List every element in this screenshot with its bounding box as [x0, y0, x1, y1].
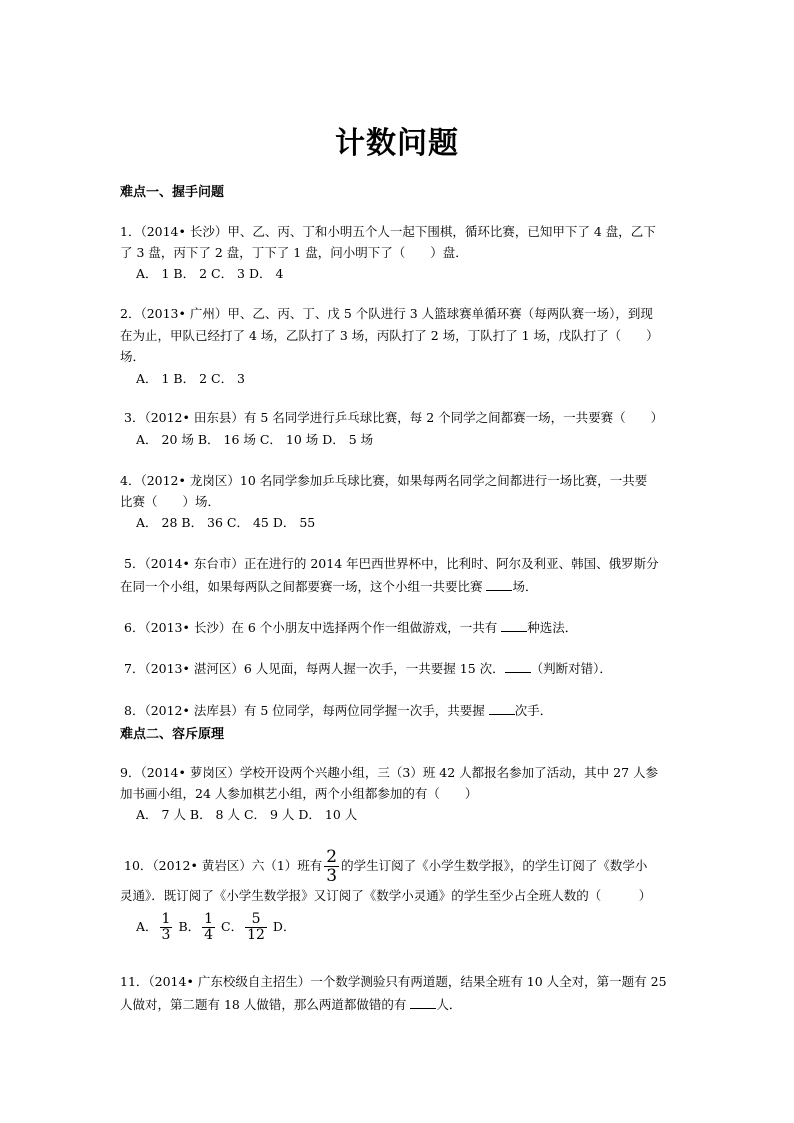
question-4-line-1: 4．（2012• 龙岗区）10 名同学参加乒乓球比赛，如果每两名同学之间都进行一场比赛，一共要	[120, 473, 648, 488]
option-a-fraction: $\frac{1}{3}$	[161, 911, 171, 943]
question-9-line-1: 9．（2014• 萝岗区）学校开设两个兴趣小组，三（3）班 42 人都报名参加了活动，其中 27 人参	[120, 765, 659, 780]
question-11-line-1: 11．（2014• 广东校级自主招生）一个数学测验只有两道题，结果全班有 10 人全对，第一题有 25	[120, 974, 667, 989]
question-6-text: 6．（2013• 长沙）在 6 个小朋友中选择两个作一组做游戏，一共有	[124, 620, 502, 635]
question-10-text-cont: 的学生订阅了《小学生数学报》，的学生订阅了《数学小	[341, 858, 648, 873]
question-2-line-3: 场．	[120, 349, 146, 364]
question-11-suffix: 人．	[436, 997, 462, 1012]
question-5-suffix: 场．	[512, 579, 538, 594]
question-4-line-2: 比赛（ ）场．	[120, 494, 221, 509]
question-6-line-1	[124, 619, 684, 636]
answer-blank[interactable]	[489, 702, 515, 715]
option-b-fraction: $\frac{1}{4}$	[204, 911, 214, 943]
question-6-suffix: 种选法．	[527, 620, 578, 635]
question-8-text: 8．（2012• 法库县）有 5 位同学，每两位同学握一次手，共要握	[124, 703, 489, 718]
question-10-line-2: 灵通》．既订阅了《小学生数学报》又订阅了《数学小灵通》的学生至少占全班人数的（ ）	[120, 888, 652, 903]
question-11-text: 人做对，第二题有 18 人做错，那么两道都做错的有	[120, 997, 411, 1012]
question-2-line-2: 在为止，甲队已经打了 4 场，乙队打了 3 场，丙队打了 2 场，丁队打了 1 场，戊队打了（ ）	[120, 328, 659, 343]
question-8-suffix: 次手．	[514, 703, 553, 718]
question-11-line-2	[120, 996, 680, 1013]
question-7-suffix: （判断对错）．	[530, 661, 612, 676]
page-title: 计数问题	[335, 126, 459, 161]
section-heading-handshake: 难点一、握手问题	[120, 185, 225, 200]
question-10-text: 10．（2012• 黄岩区）六（1）班有	[124, 858, 323, 873]
question-1-options: A． 1 B． 2 C． 3 D． 4	[136, 266, 284, 281]
question-1-line-1: 1．（2014• 长沙）甲、乙、丙、丁和小明五个人一起下围棋，循环比赛，已知甲下了 4 盘，乙下	[120, 224, 656, 239]
question-9-options: A． 7 人 B． 8 人 C． 9 人 D． 10 人	[136, 807, 358, 822]
question-7-line-1	[124, 660, 684, 677]
answer-blank[interactable]	[410, 996, 436, 1009]
question-9-line-2: 加书画小组，24 人参加棋艺小组，两个小组都参加的有（ ）	[120, 786, 478, 801]
question-4-options: A． 28 B． 36 C． 45 D． 55	[136, 515, 316, 530]
question-5-line-2	[120, 578, 680, 595]
question-8-line-1	[124, 702, 684, 719]
question-1-line-2: 了 3 盘，丙下了 2 盘，丁下了 1 盘，问小明下了（ ）盘．	[120, 245, 468, 260]
question-2-line-1: 2．（2013• 广州）甲、乙、丙、丁、戊 5 个队进行 3 人篮球赛单循环赛（每两队赛一场），到现	[120, 306, 653, 321]
option-a-label: A．	[136, 919, 158, 934]
question-3-options: A． 20 场 B． 16 场 C． 10 场 D． 5 场	[136, 432, 374, 447]
question-10-options	[136, 912, 295, 943]
answer-blank[interactable]	[501, 619, 527, 632]
option-b-label: B．	[178, 919, 201, 934]
question-7-text: 7．（2013• 湛河区）6 人见面，每两人握一次手，一共要握 15 次．	[124, 661, 505, 676]
answer-blank[interactable]	[505, 660, 531, 673]
question-3-line-1: 3．（2012• 田东县）有 5 名同学进行乒乓球比赛，每 2 个同学之间都赛一场，一共要赛（ ）	[124, 410, 664, 425]
option-c-fraction: $\frac{5}{12}$	[247, 911, 265, 943]
option-d-label: D．	[272, 919, 296, 934]
answer-blank[interactable]	[486, 578, 512, 591]
fraction-two-thirds: $\frac{2}{3}$	[326, 847, 338, 886]
section-heading-inclusion-exclusion: 难点二、容斥原理	[120, 727, 225, 742]
question-5-line-1: 5．（2014• 东台市）正在进行的 2014 年巴西世界杯中，比利时、阿尔及利亚、韩国、俄罗斯分	[124, 556, 659, 571]
question-2-options: A． 1 B． 2 C． 3	[136, 371, 246, 386]
option-c-label: C．	[221, 919, 244, 934]
question-10-line-1	[124, 848, 684, 885]
question-5-text: 在同一个小组，如果每两队之间都要赛一场，这个小组一共要比赛	[120, 579, 487, 594]
